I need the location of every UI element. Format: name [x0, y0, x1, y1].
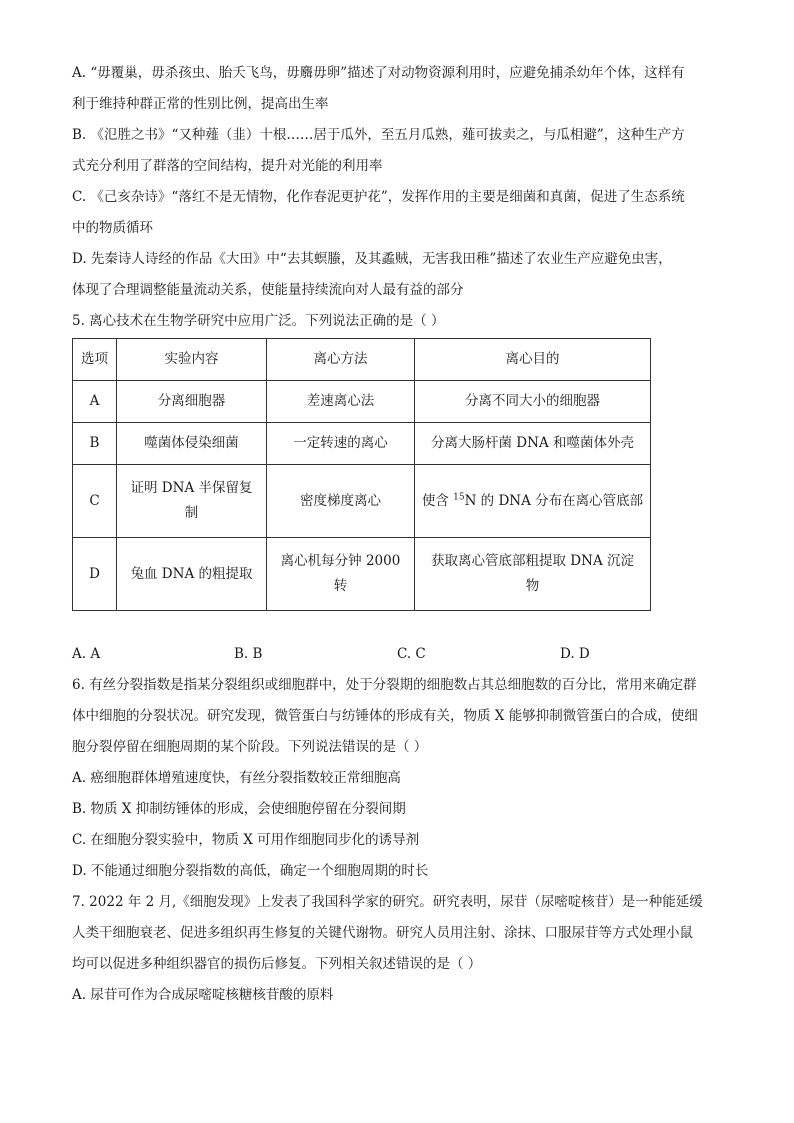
cell-line: 制 — [184, 505, 199, 521]
text-line: 体现了合理调整能量流动关系，使能量持续流向对人最有益的部分 — [72, 282, 464, 298]
option-cell: C — [73, 465, 117, 538]
cell-line: 离心机每分钟 2000 — [280, 553, 401, 569]
q7-stem — [72, 891, 722, 975]
header-cell: 实验内容 — [117, 339, 267, 381]
text-line: B. 《氾胜之书》“又种薤（韭）十根……居于瓜外，至五月瓜熟，薤可拔卖之，与瓜相避”，这种生产方 — [72, 127, 685, 143]
content-cell: 噬菌体侵染细菌 — [117, 423, 267, 465]
q6-option-b: B. 物质 X 抑制纺锤体的形成，会使细胞停留在分裂间期 — [72, 801, 406, 817]
q5-table — [72, 338, 651, 611]
cell-line: 获取离心管底部粗提取 DNA 沉淀 — [431, 553, 634, 569]
header-cell: 离心方法 — [267, 339, 415, 381]
method-cell — [267, 538, 415, 611]
table-row — [73, 381, 651, 423]
exam-page — [72, 62, 722, 1015]
content-cell: 分离细胞器 — [117, 381, 267, 423]
purpose-cell — [415, 538, 651, 611]
purpose-cell: 分离不同大小的细胞器 — [415, 381, 651, 423]
q6-options — [72, 767, 722, 882]
q6-option-c: C. 在细胞分裂实验中，物质 X 可用作细胞同步化的诱导剂 — [72, 832, 420, 848]
cell-line: 转 — [333, 578, 348, 594]
q6-option-a: A. 癌细胞群体增殖速度快，有丝分裂指数较正常细胞高 — [72, 770, 401, 786]
q6-option-d: D. 不能通过细胞分裂指数的高低，确定一个细胞周期的时长 — [72, 863, 429, 879]
q7-options — [72, 984, 722, 1006]
q4-option-b — [72, 124, 722, 177]
q4-option-d — [72, 248, 722, 301]
text-line: C. 《己亥杂诗》“落红不是无情物，化作春泥更护花”，发挥作用的主要是细菌和真菌，促进了生态系统 — [72, 189, 685, 205]
purpose-text-pre: 使含 — [421, 492, 454, 509]
q7-option-a: A. 尿苷可作为合成尿嘧啶核糖核苷酸的原料 — [72, 987, 334, 1003]
text-line: 均可以促进多种组织器官的损伤后修复。下列相关叙述错误的是（ ） — [72, 956, 482, 972]
option-cell: A — [73, 381, 117, 423]
option-cell: B — [73, 423, 117, 465]
header-cell: 离心目的 — [415, 339, 651, 381]
answer-choice-d: D. D — [560, 646, 590, 662]
text-line: 人类干细胞衰老、促进多组织再生修复的关键代谢物。研究人员用注射、涂抹、口服尿苷等方式处理小鼠 — [72, 925, 693, 941]
purpose-cell: 分离大肠杆菌 DNA 和噬菌体外壳 — [415, 423, 651, 465]
method-cell: 密度梯度离心 — [267, 465, 415, 538]
q6-stem — [72, 674, 722, 758]
method-cell: 差速离心法 — [267, 381, 415, 423]
cell-line: 物 — [525, 578, 540, 594]
purpose-text-post: N 的 DNA 分布在离心管底部 — [464, 492, 644, 509]
table-row — [73, 538, 651, 611]
q5-answer-choices — [72, 643, 722, 665]
text-line: 7. 2022 年 2 月,《细胞发现》上发表了我国科学家的研究。研究表明，尿苷（尿嘧啶核苷）是一种能延缓 — [72, 894, 703, 910]
text-line: 体中细胞的分裂状况。研究发现，微管蛋白与纺锤体的形成有关，物质 X 能够抑制微管蛋白的合成，使细 — [72, 708, 698, 724]
answer-choice-b: B. B — [234, 646, 263, 662]
table-row — [73, 465, 651, 538]
text-line: 利于维持种群正常的性别比例，提高出生率 — [72, 96, 329, 112]
text-line: A. “毋覆巢，毋杀孩虫、胎夭飞鸟，毋麛毋卵”描述了对动物资源利用时，应避免捕杀幼年个体，这样有 — [72, 65, 685, 81]
content-cell — [117, 465, 267, 538]
q4-option-c — [72, 186, 722, 239]
q5-stem: 5. 离心技术在生物学研究中应用广泛。下列说法正确的是（ ） — [72, 313, 445, 329]
isotope-superscript: 15 — [453, 492, 465, 502]
table-row — [73, 423, 651, 465]
answer-choice-a: A. A — [72, 646, 101, 662]
text-line: 胞分裂停留在细胞周期的某个阶段。下列说法错误的是（ ） — [72, 739, 428, 755]
answer-choice-c: C. C — [397, 646, 426, 662]
purpose-cell — [415, 465, 651, 538]
cell-line: 证明 DNA 半保留复 — [130, 480, 253, 496]
text-line: 6. 有丝分裂指数是指某分裂组织或细胞群中，处于分裂期的细胞数占其总细胞数的百分比，常用来确定群 — [72, 677, 697, 693]
header-cell: 选项 — [73, 339, 117, 381]
method-cell: 一定转速的离心 — [267, 423, 415, 465]
content-cell: 兔血 DNA 的粗提取 — [117, 538, 267, 611]
q4-options — [72, 62, 722, 301]
text-line: 中的物质循环 — [72, 220, 153, 236]
text-line: D. 先秦诗人诗经的作品《大田》中“去其螟螣，及其蟊贼，无害我田稚”描述了农业生产应避免虫害， — [72, 251, 672, 267]
option-cell: D — [73, 538, 117, 611]
text-line: 式充分利用了群落的空间结构，提升对光能的利用率 — [72, 158, 383, 174]
q4-option-a — [72, 62, 722, 115]
table-header-row — [73, 339, 651, 381]
